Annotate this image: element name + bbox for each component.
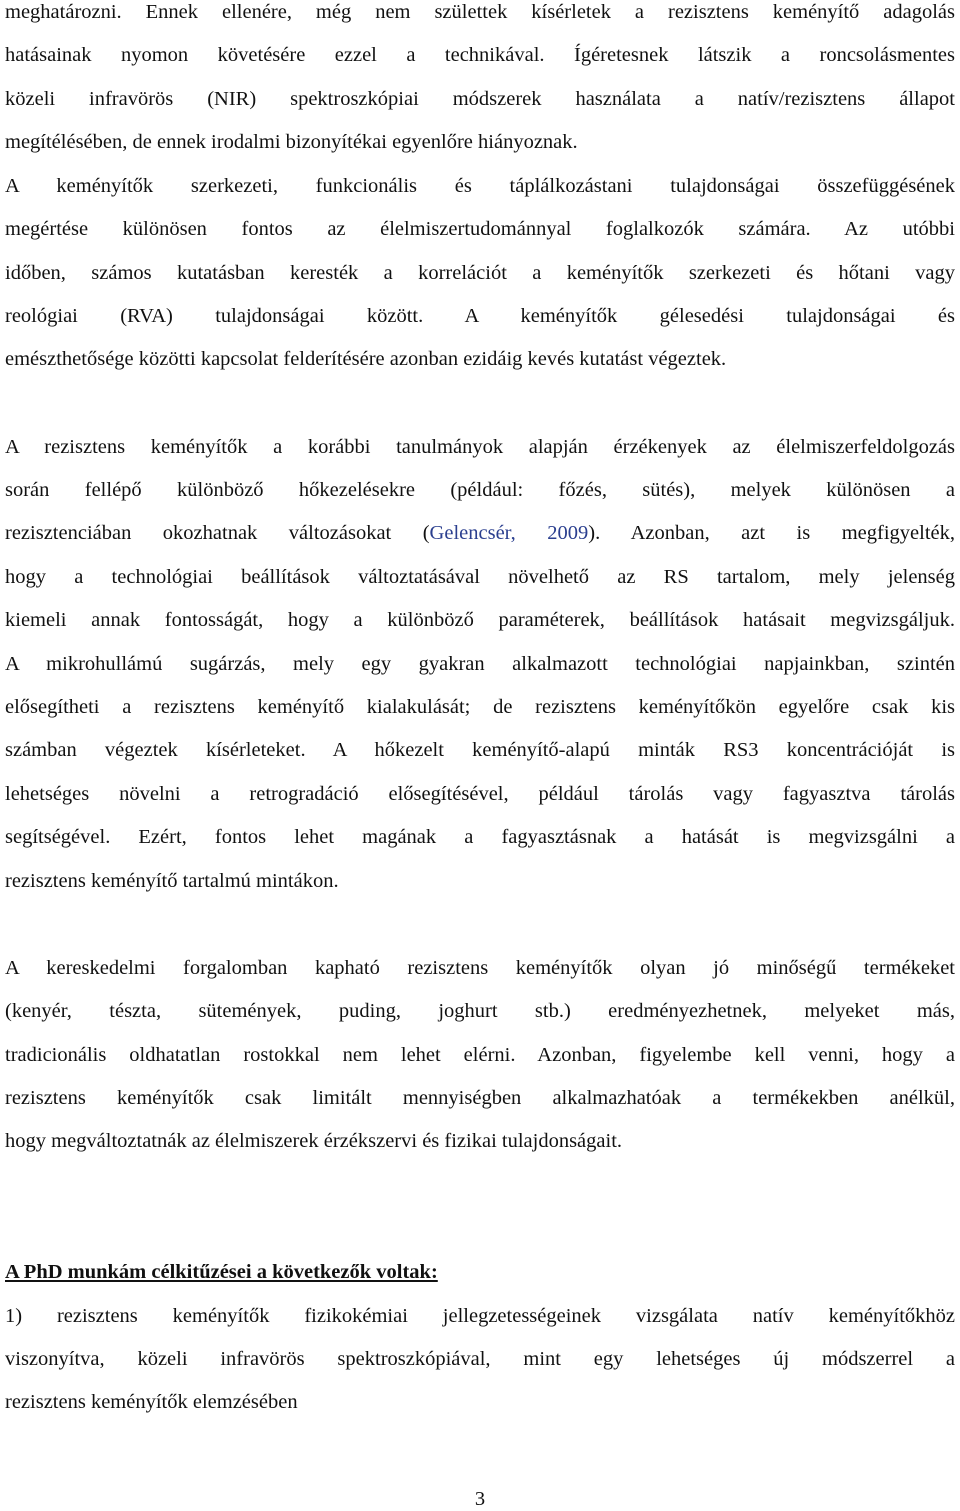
text-line: megértése különösen fontos az élelmiszertudománnyal foglalkozók számára. Az utóbbi [5, 218, 955, 240]
text-line: rezisztens keményítők elemzésében [5, 1391, 298, 1413]
text-line: kiemeli annak fontosságát, hogy a különböző paraméterek, beállítások hatásait megvizsgáljuk. [5, 609, 955, 631]
text-line: időben, számos kutatásban keresték a korrelációt a keményítők szerkezeti és hőtani vagy [5, 262, 955, 284]
text-line: rezisztens keményítő tartalmú mintákon. [5, 870, 339, 892]
text-line: segítségével. Ezért, fontos lehet magának a fagyasztásnak a hatását is megvizsgálni a [5, 826, 955, 848]
citation-link[interactable]: Gelencsér, 2009 [429, 522, 589, 544]
section-heading: A PhD munkám célkitűzései a következők voltak: [5, 1261, 438, 1283]
text-line: hogy megváltoztatnák az élelmiszerek érzékszervi és fizikai tulajdonságait. [5, 1130, 623, 1152]
text-line: hatásainak nyomon követésére ezzel a technikával. Ígéretesnek látszik a roncsolásmentes [5, 44, 955, 66]
text-line: meghatározni. Ennek ellenére, még nem születtek kísérletek a rezisztens keményítő adagolás [5, 1, 955, 23]
text-line: során fellépő különböző hőkezelésekre (például: főzés, sütés), melyek különösen a [5, 479, 955, 501]
text-line: 1) rezisztens keményítők fizikokémiai jellegzetességeinek vizsgálata natív keményítőkhöz [5, 1305, 955, 1327]
text-line: tradicionális oldhatatlan rostokkal nem lehet elérni. Azonban, figyelembe kell venni, hogy a [5, 1044, 955, 1066]
text-line: emészthetősége közötti kapcsolat felderítésére azonban ezidáig kevés kutatást végeztek. [5, 348, 727, 370]
text-line: lehetséges növelni a retrogradáció elősegítésével, például tárolás vagy fagyasztva tárolás [5, 783, 955, 805]
text-line: A kereskedelmi forgalomban kapható rezisztens keményítők olyan jó minőségű termékeket [5, 957, 955, 979]
text-segment: rezisztenciában okozhatnak változásokat ( [5, 522, 430, 544]
text-line: A keményítők szerkezeti, funkcionális és táplálkozástani tulajdonságai összefüggésének [5, 175, 955, 197]
text-line: A mikrohullámú sugárzás, mely egy gyakran alkalmazott technológiai napjainkban, szintén [5, 653, 955, 675]
text-line: közeli infravörös (NIR) spektroszkópiai módszerek használata a natív/rezisztens állapot [5, 88, 955, 110]
text-line: viszonyítva, közeli infravörös spektroszkópiával, mint egy lehetséges új módszerrel a [5, 1348, 955, 1370]
page-number: 3 [474, 1488, 486, 1510]
text-line: hogy a technológiai beállítások változtatásával növelhető az RS tartalom, mely jelenség [5, 566, 955, 588]
text-line: reológiai (RVA) tulajdonságai között. A keményítők gélesedési tulajdonságai és [5, 305, 955, 327]
text-line-with-citation [5, 521, 955, 545]
text-line: rezisztens keményítők csak limitált mennyiségben alkalmazhatóak a termékekben anélkül, [5, 1087, 955, 1109]
text-line: számban végeztek kísérleteket. A hőkezelt keményítő-alapú minták RS3 koncentrációját is [5, 739, 955, 761]
text-line: megítélésében, de ennek irodalmi bizonyítékai egyenlőre hiányoznak. [5, 131, 578, 153]
text-line: A rezisztens keményítők a korábbi tanulmányok alapján érzékenyek az élelmiszerfeldolgozás [5, 436, 955, 458]
text-segment: ). Azonban, azt is megfigyelték, [588, 522, 955, 544]
text-line: elősegítheti a rezisztens keményítő kialakulását; de rezisztens keményítőkön egyelőre csak kis [5, 696, 955, 718]
text-line: (kenyér, tészta, sütemények, puding, joghurt stb.) eredményezhetnek, melyeket más, [5, 1000, 955, 1022]
